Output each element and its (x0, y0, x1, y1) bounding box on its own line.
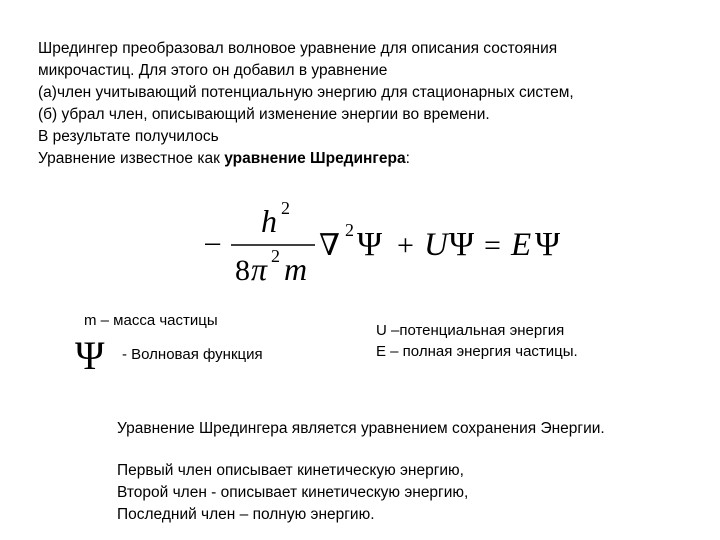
eq-numerator-exp: 2 (281, 198, 290, 218)
eq-psi: Ψ (357, 226, 383, 263)
eq-u: U (424, 227, 448, 263)
intro-line: микрочастиц. Для этого он добавил в уравнение (38, 62, 388, 79)
schrodinger-equation-term: уравнение Шредингера (224, 150, 406, 167)
terms-item: Второй член - описывает кинетическую энергию, (117, 484, 469, 501)
legend-energy (376, 320, 578, 362)
eq-numerator-h: h (261, 203, 277, 239)
eq-denominator-m: m (284, 251, 308, 287)
terms-list (117, 460, 707, 526)
terms-item: Последний член – полную энергию. (117, 506, 375, 523)
intro-line: В результате получилось (38, 128, 219, 145)
eq-psi-3: Ψ (535, 226, 561, 263)
intro-line: (б) убрал член, описывающий изменение энергии во времени. (38, 106, 490, 123)
legend-total-energy: E – полная энергия частицы. (376, 343, 578, 360)
psi-symbol: Ψ (75, 333, 105, 378)
intro-last-suffix: : (405, 150, 410, 167)
eq-denominator-pi: π (251, 251, 268, 287)
eq-minus: – (205, 225, 220, 258)
eq-equals: = (484, 229, 501, 262)
intro-text (38, 38, 698, 170)
legend-mass: m – масса частицы (84, 312, 218, 329)
eq-nabla-exp: 2 (345, 220, 354, 240)
eq-plus: + (397, 229, 414, 262)
conclusion-text: Уравнение Шредингера является уравнением сохранения Энергии. (117, 420, 605, 437)
intro-last-line (38, 148, 698, 170)
eq-denominator-exp: 2 (271, 246, 280, 266)
legend-potential-energy: U –потенциальная энергия (376, 322, 565, 339)
eq-psi-2: Ψ (449, 226, 475, 263)
eq-nabla: ∇ (319, 229, 340, 262)
eq-denominator-8: 8 (235, 254, 250, 287)
legend-wave-function: - Волновая функция (122, 346, 263, 363)
intro-line: (а)член учитывающий потенциальную энергию для стационарных систем, (38, 84, 574, 101)
eq-e: E (511, 227, 532, 263)
intro-line: Шредингер преобразовал волновое уравнение для описания состояния (38, 40, 558, 57)
schrodinger-equation (205, 198, 585, 294)
terms-item: Первый член описывает кинетическую энергию, (117, 462, 464, 479)
intro-last-prefix: Уравнение известное как (38, 150, 225, 167)
